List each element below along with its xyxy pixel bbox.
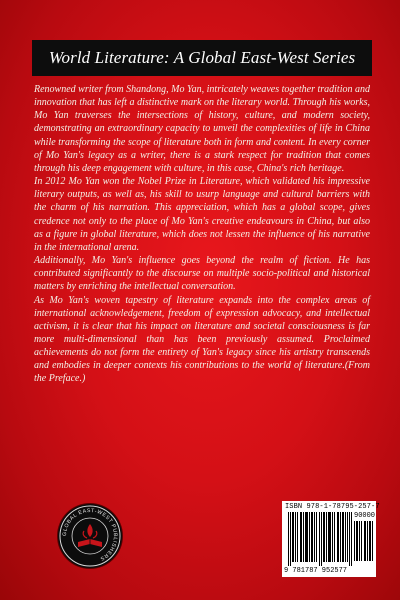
publisher-logo xyxy=(58,504,122,568)
global-east-west-seal-icon xyxy=(58,504,122,568)
blurb-paragraph-4: As Mo Yan's woven tapestry of literature expands into the complex areas of international acknowledgement, freedom of expression advocacy, and intellectual activism, it is clear that his impact on literature and societal consciousness is far more multi-dimensional than has been previously assumed. Proclaimed achievements do not form the entirety of Yan's legacy since his artistry transcends and embodies in deeper contexts his contributions to the world of literature.(From the Preface.) xyxy=(34,294,370,385)
blurb-paragraph-3: Additionally, Mo Yan's influence goes beyond the realm of fiction. He has contributed significantly to the discourse on multiple socio-political and historical matters by enriching the intellectual conversation. xyxy=(34,255,370,293)
ean-number: 9 781787 952577 xyxy=(284,567,348,575)
price-code xyxy=(354,512,375,561)
blurb-paragraph-2: In 2012 Mo Yan won the Nobel Prize in Literature, which validated his impressive literary outputs, as well as, his skill to usurp language and cultural barriers with the charm of his narration. This appreciation, which has a global scope, gives credence not only to the place of Mo Yan's creative endeavours in China, but also as a figure in global literature, which does not lessen the influence of his narrative in the international arena. xyxy=(34,176,370,253)
isbn-label: ISBN 978-1-78795-257-7 xyxy=(285,503,380,511)
ean-barcode-bars xyxy=(288,512,352,566)
series-title: World Literature: A Global East-West Series xyxy=(48,48,356,67)
series-banner xyxy=(32,40,372,76)
seal-text: GLOBAL EAST-WEST PUBLISHERS xyxy=(61,507,119,562)
price-code-label: 90000 xyxy=(354,512,376,520)
addon-barcode-bars xyxy=(354,521,374,561)
back-cover-blurb xyxy=(34,83,370,386)
isbn-barcode xyxy=(282,501,380,577)
blurb-paragraph-1: Renowned writer from Shandong, Mo Yan, intricately weaves together tradition and innovation that has left a distinctive mark on the literary world. Through his works, Mo Yan traverses the intersections of history, culture, and modern society, demonstrating an extraordinary capacity to unveil the complexities of life in China while transforming the scope of literature both in form and content. In every corner of Mo Yan's legacy as a writer, there is a stark respect for tradition that comes through his deep engagement with culture, in this case, China's rich heritage. xyxy=(34,84,370,174)
